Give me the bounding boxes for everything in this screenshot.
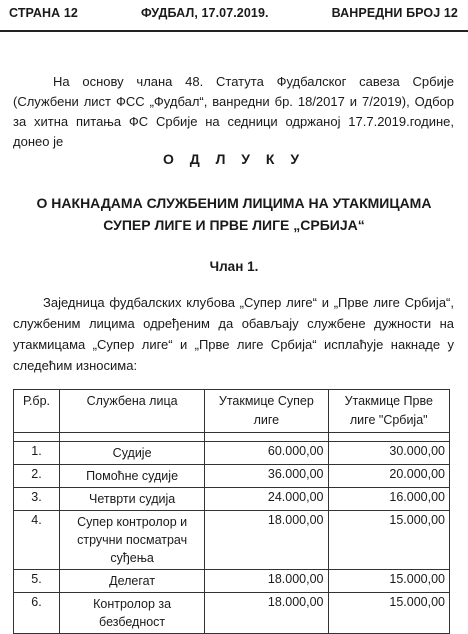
row-number: 5.	[14, 570, 60, 593]
row-number: 6.	[14, 593, 60, 634]
row-first-amount: 15.000,00	[328, 593, 450, 634]
row-first-amount: 30.000,00	[328, 442, 450, 465]
header-divider	[0, 30, 468, 32]
row-number: 4.	[14, 511, 60, 570]
row-super-amount: 18.000,00	[205, 511, 328, 570]
page-header	[9, 6, 458, 28]
row-role: Супер контролор и стручни посматрач суђења	[60, 511, 205, 570]
table-row	[14, 465, 450, 488]
row-first-amount: 15.000,00	[328, 511, 450, 570]
row-number: 3.	[14, 488, 60, 511]
header-first-league: Утакмице Прве лиге "Србија"	[328, 390, 450, 433]
intro-paragraph: На основу члана 48. Статута Фудбалског савеза Србије (Службени лист ФСС „Фудбал“, ванредни бр. 18/2017 и 7/2019), Одбор за хитна питања ФС Србије на седници одржаној 17.7.2019.године, донео је	[13, 74, 454, 149]
row-role: Четврти судија	[60, 488, 205, 511]
subject-line: О НАКНАДАМА СЛУЖБЕНИМ ЛИЦИМА НА УТАКМИЦАМА	[36, 195, 432, 211]
table-spacer	[14, 433, 450, 442]
row-super-amount: 18.000,00	[205, 593, 328, 634]
decision-subject	[10, 192, 458, 236]
row-first-amount: 15.000,00	[328, 570, 450, 593]
row-role: Помоћне судије	[60, 465, 205, 488]
issue-number: ВАНРЕДНИ БРОЈ 12	[331, 6, 458, 20]
header-rb: Р.бр.	[14, 390, 60, 433]
article-paragraph: Заједница фудбалских клубова „Супер лиге“ и „Прве лиге Србија“, службеним лицима одређеним да обављају службене дужности на утакмицама „Супер лиге“ и „Прве лиге Србија“ исплаћује накнаде у следећим износима:	[13, 295, 454, 373]
row-first-amount: 16.000,00	[328, 488, 450, 511]
row-number: 1.	[14, 442, 60, 465]
row-super-amount: 36.000,00	[205, 465, 328, 488]
table-row	[14, 442, 450, 465]
row-super-amount: 60.000,00	[205, 442, 328, 465]
subject-line: СУПЕР ЛИГЕ И ПРВЕ ЛИГЕ „СРБИЈА“	[103, 217, 365, 233]
article-heading: Члан 1.	[209, 259, 259, 274]
row-role: Судије	[60, 442, 205, 465]
table-row	[14, 570, 450, 593]
row-number: 2.	[14, 465, 60, 488]
page-number: СТРАНА 12	[9, 6, 78, 20]
table-header-row	[14, 390, 450, 433]
publication-date: ФУДБАЛ, 17.07.2019.	[141, 6, 269, 20]
row-role: Контролор за безбедност	[60, 593, 205, 634]
table-row	[14, 488, 450, 511]
row-super-amount: 18.000,00	[205, 570, 328, 593]
row-super-amount: 24.000,00	[205, 488, 328, 511]
table-row	[14, 593, 450, 634]
header-super-league: Утакмице Супер лиге	[205, 390, 328, 433]
row-first-amount: 20.000,00	[328, 465, 450, 488]
table-row	[14, 511, 450, 570]
decision-title: О Д Л У К У	[162, 151, 306, 167]
fees-table	[13, 389, 450, 634]
header-officials: Службена лица	[60, 390, 205, 433]
row-role: Делегат	[60, 570, 205, 593]
